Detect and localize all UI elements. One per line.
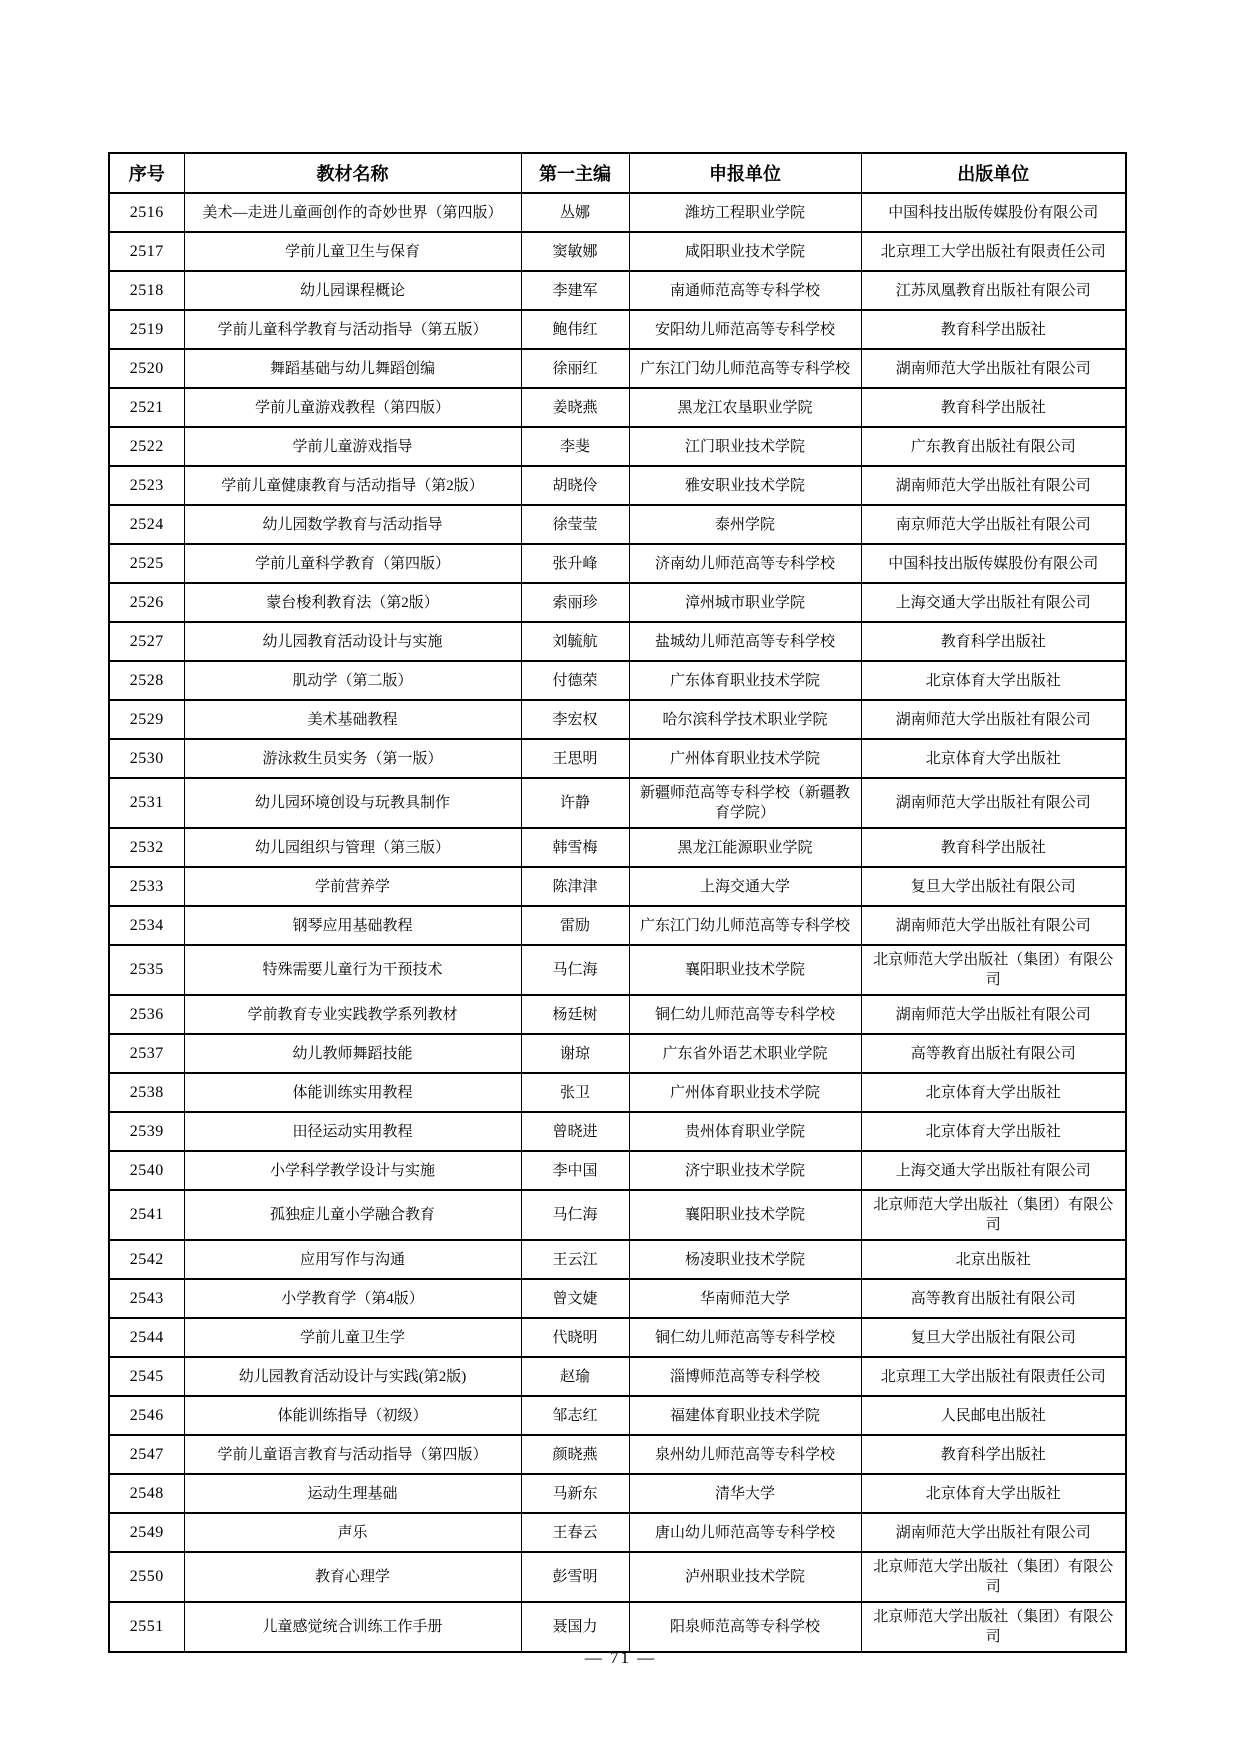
cell-publisher: 高等教育出版社有限公司 [861,1034,1126,1073]
cell-applying-unit: 广东体育职业技术学院 [629,661,861,700]
table-row [109,310,1126,349]
table-row [109,1034,1126,1073]
cell-seq: 2541 [109,1190,184,1240]
cell-chief-editor: 王春云 [521,1513,629,1552]
cell-chief-editor: 彭雪明 [521,1552,629,1602]
cell-chief-editor: 徐莹莹 [521,505,629,544]
cell-chief-editor: 徐丽红 [521,349,629,388]
cell-applying-unit: 上海交通大学 [629,867,861,906]
cell-chief-editor: 马仁海 [521,945,629,995]
cell-applying-unit: 唐山幼儿师范高等专科学校 [629,1513,861,1552]
cell-applying-unit: 泉州幼儿师范高等专科学校 [629,1435,861,1474]
cell-chief-editor: 姜晓燕 [521,388,629,427]
cell-publisher: 北京师范大学出版社（集团）有限公司 [861,945,1126,995]
cell-applying-unit: 南通师范高等专科学校 [629,271,861,310]
cell-publisher: 教育科学出版社 [861,622,1126,661]
cell-textbook-name: 体能训练指导（初级） [184,1396,521,1435]
table-row [109,1318,1126,1357]
table-row [109,661,1126,700]
cell-applying-unit: 安阳幼儿师范高等专科学校 [629,310,861,349]
table-row [109,828,1126,867]
cell-applying-unit: 潍坊工程职业学院 [629,193,861,232]
cell-applying-unit: 清华大学 [629,1474,861,1513]
cell-seq: 2534 [109,906,184,945]
cell-textbook-name: 田径运动实用教程 [184,1112,521,1151]
cell-publisher: 北京师范大学出版社（集团）有限公司 [861,1602,1126,1652]
table-row [109,1240,1126,1279]
textbook-table [108,152,1127,1653]
table-row [109,349,1126,388]
cell-textbook-name: 学前教育专业实践教学系列教材 [184,995,521,1034]
table-row [109,1073,1126,1112]
cell-chief-editor: 曾文婕 [521,1279,629,1318]
cell-applying-unit: 泸州职业技术学院 [629,1552,861,1602]
cell-publisher: 江苏凤凰教育出版社有限公司 [861,271,1126,310]
cell-applying-unit: 漳州城市职业学院 [629,583,861,622]
table-row [109,388,1126,427]
cell-publisher: 教育科学出版社 [861,828,1126,867]
cell-chief-editor: 王云江 [521,1240,629,1279]
cell-publisher: 北京体育大学出版社 [861,739,1126,778]
cell-applying-unit: 铜仁幼儿师范高等专科学校 [629,995,861,1034]
cell-publisher: 湖南师范大学出版社有限公司 [861,700,1126,739]
cell-applying-unit: 铜仁幼儿师范高等专科学校 [629,1318,861,1357]
cell-publisher: 北京体育大学出版社 [861,1112,1126,1151]
cell-chief-editor: 马仁海 [521,1190,629,1240]
cell-publisher: 教育科学出版社 [861,388,1126,427]
cell-publisher: 上海交通大学出版社有限公司 [861,1151,1126,1190]
cell-chief-editor: 杨廷树 [521,995,629,1034]
cell-seq: 2542 [109,1240,184,1279]
cell-chief-editor: 李斐 [521,427,629,466]
cell-publisher: 人民邮电出版社 [861,1396,1126,1435]
cell-applying-unit: 江门职业技术学院 [629,427,861,466]
cell-seq: 2531 [109,778,184,828]
cell-applying-unit: 咸阳职业技术学院 [629,232,861,271]
table-row [109,544,1126,583]
table-row [109,1396,1126,1435]
cell-seq: 2548 [109,1474,184,1513]
table-row [109,1190,1126,1240]
cell-applying-unit: 广东江门幼儿师范高等专科学校 [629,349,861,388]
cell-chief-editor: 索丽珍 [521,583,629,622]
table-row [109,1552,1126,1602]
cell-chief-editor: 代晓明 [521,1318,629,1357]
table-row [109,1474,1126,1513]
cell-textbook-name: 学前儿童健康教育与活动指导（第2版） [184,466,521,505]
cell-chief-editor: 颜晓燕 [521,1435,629,1474]
cell-textbook-name: 学前儿童游戏教程（第四版） [184,388,521,427]
table-row [109,739,1126,778]
cell-publisher: 教育科学出版社 [861,1435,1126,1474]
table-row [109,700,1126,739]
cell-seq: 2525 [109,544,184,583]
cell-publisher: 北京体育大学出版社 [861,661,1126,700]
cell-textbook-name: 幼儿园课程概论 [184,271,521,310]
cell-seq: 2536 [109,995,184,1034]
cell-seq: 2545 [109,1357,184,1396]
cell-publisher: 南京师范大学出版社有限公司 [861,505,1126,544]
cell-seq: 2550 [109,1552,184,1602]
cell-seq: 2547 [109,1435,184,1474]
table-row [109,906,1126,945]
cell-publisher: 湖南师范大学出版社有限公司 [861,995,1126,1034]
cell-applying-unit: 广州体育职业技术学院 [629,739,861,778]
cell-textbook-name: 声乐 [184,1513,521,1552]
cell-chief-editor: 陈津津 [521,867,629,906]
cell-chief-editor: 赵瑜 [521,1357,629,1396]
cell-textbook-name: 蒙台梭利教育法（第2版） [184,583,521,622]
cell-textbook-name: 学前儿童卫生与保育 [184,232,521,271]
cell-seq: 2520 [109,349,184,388]
table-row [109,1357,1126,1396]
cell-seq: 2535 [109,945,184,995]
cell-seq: 2516 [109,193,184,232]
table-row [109,193,1126,232]
cell-textbook-name: 学前儿童语言教育与活动指导（第四版） [184,1435,521,1474]
cell-applying-unit: 雅安职业技术学院 [629,466,861,505]
cell-seq: 2549 [109,1513,184,1552]
cell-textbook-name: 舞蹈基础与幼儿舞蹈创编 [184,349,521,388]
cell-publisher: 北京理工大学出版社有限责任公司 [861,232,1126,271]
cell-publisher: 北京师范大学出版社（集团）有限公司 [861,1190,1126,1240]
cell-textbook-name: 幼儿园环境创设与玩教具制作 [184,778,521,828]
cell-applying-unit: 泰州学院 [629,505,861,544]
cell-chief-editor: 邹志红 [521,1396,629,1435]
cell-seq: 2533 [109,867,184,906]
table-row [109,1151,1126,1190]
header-seq: 序号 [109,153,184,193]
cell-applying-unit: 哈尔滨科学技术职业学院 [629,700,861,739]
cell-chief-editor: 李宏权 [521,700,629,739]
cell-applying-unit: 广东省外语艺术职业学院 [629,1034,861,1073]
cell-seq: 2539 [109,1112,184,1151]
cell-chief-editor: 王思明 [521,739,629,778]
cell-seq: 2551 [109,1602,184,1652]
cell-textbook-name: 幼儿园教育活动设计与实践(第2版) [184,1357,521,1396]
cell-applying-unit: 襄阳职业技术学院 [629,945,861,995]
cell-publisher: 湖南师范大学出版社有限公司 [861,778,1126,828]
cell-chief-editor: 许静 [521,778,629,828]
cell-seq: 2522 [109,427,184,466]
cell-applying-unit: 广州体育职业技术学院 [629,1073,861,1112]
cell-chief-editor: 张升峰 [521,544,629,583]
cell-applying-unit: 杨凌职业技术学院 [629,1240,861,1279]
cell-chief-editor: 胡晓伶 [521,466,629,505]
table-row [109,271,1126,310]
cell-textbook-name: 美术—走进儿童画创作的奇妙世界（第四版） [184,193,521,232]
cell-seq: 2528 [109,661,184,700]
cell-chief-editor: 丛娜 [521,193,629,232]
cell-publisher: 北京师范大学出版社（集团）有限公司 [861,1552,1126,1602]
cell-publisher: 北京理工大学出版社有限责任公司 [861,1357,1126,1396]
table-row [109,622,1126,661]
page-number: — 71 — [584,1648,657,1667]
cell-applying-unit: 济宁职业技术学院 [629,1151,861,1190]
cell-chief-editor: 马新东 [521,1474,629,1513]
cell-textbook-name: 学前儿童卫生学 [184,1318,521,1357]
cell-chief-editor: 聂国力 [521,1602,629,1652]
cell-applying-unit: 襄阳职业技术学院 [629,1190,861,1240]
cell-seq: 2527 [109,622,184,661]
cell-textbook-name: 美术基础教程 [184,700,521,739]
cell-textbook-name: 特殊需要儿童行为干预技术 [184,945,521,995]
table-row [109,995,1126,1034]
cell-textbook-name: 学前儿童科学教育（第四版） [184,544,521,583]
cell-applying-unit: 黑龙江农垦职业学院 [629,388,861,427]
cell-textbook-name: 儿童感觉统合训练工作手册 [184,1602,521,1652]
header-publisher: 出版单位 [861,153,1126,193]
cell-seq: 2538 [109,1073,184,1112]
cell-chief-editor: 窦敏娜 [521,232,629,271]
cell-publisher: 湖南师范大学出版社有限公司 [861,466,1126,505]
cell-textbook-name: 学前营养学 [184,867,521,906]
cell-chief-editor: 谢琼 [521,1034,629,1073]
cell-publisher: 上海交通大学出版社有限公司 [861,583,1126,622]
cell-publisher: 中国科技出版传媒股份有限公司 [861,544,1126,583]
table-row [109,583,1126,622]
cell-chief-editor: 张卫 [521,1073,629,1112]
cell-chief-editor: 李建军 [521,271,629,310]
table-row [109,778,1126,828]
cell-chief-editor: 付德荣 [521,661,629,700]
cell-applying-unit: 济南幼儿师范高等专科学校 [629,544,861,583]
cell-textbook-name: 幼儿教师舞蹈技能 [184,1034,521,1073]
cell-applying-unit: 黑龙江能源职业学院 [629,828,861,867]
cell-chief-editor: 李中国 [521,1151,629,1190]
cell-textbook-name: 教育心理学 [184,1552,521,1602]
cell-seq: 2530 [109,739,184,778]
table-row [109,945,1126,995]
cell-publisher: 中国科技出版传媒股份有限公司 [861,193,1126,232]
cell-publisher: 复旦大学出版社有限公司 [861,867,1126,906]
cell-applying-unit: 淄博师范高等专科学校 [629,1357,861,1396]
cell-applying-unit: 广东江门幼儿师范高等专科学校 [629,906,861,945]
cell-seq: 2526 [109,583,184,622]
table-header-row [109,153,1126,193]
header-textbook-name: 教材名称 [184,153,521,193]
cell-applying-unit: 阳泉师范高等专科学校 [629,1602,861,1652]
cell-textbook-name: 运动生理基础 [184,1474,521,1513]
cell-chief-editor: 鲍伟红 [521,310,629,349]
cell-textbook-name: 幼儿园组织与管理（第三版） [184,828,521,867]
cell-textbook-name: 应用写作与沟通 [184,1240,521,1279]
cell-seq: 2521 [109,388,184,427]
table-row [109,867,1126,906]
cell-applying-unit: 华南师范大学 [629,1279,861,1318]
table-row [109,1435,1126,1474]
cell-seq: 2523 [109,466,184,505]
cell-chief-editor: 曾晓进 [521,1112,629,1151]
table-row [109,232,1126,271]
cell-publisher: 湖南师范大学出版社有限公司 [861,1513,1126,1552]
table-row [109,466,1126,505]
cell-publisher: 湖南师范大学出版社有限公司 [861,349,1126,388]
cell-textbook-name: 幼儿园教育活动设计与实施 [184,622,521,661]
cell-textbook-name: 孤独症儿童小学融合教育 [184,1190,521,1240]
cell-seq: 2524 [109,505,184,544]
cell-textbook-name: 幼儿园数学教育与活动指导 [184,505,521,544]
cell-seq: 2529 [109,700,184,739]
cell-seq: 2543 [109,1279,184,1318]
cell-applying-unit: 福建体育职业技术学院 [629,1396,861,1435]
cell-seq: 2537 [109,1034,184,1073]
cell-seq: 2544 [109,1318,184,1357]
cell-textbook-name: 钢琴应用基础教程 [184,906,521,945]
table-row [109,1279,1126,1318]
cell-textbook-name: 学前儿童游戏指导 [184,427,521,466]
cell-publisher: 复旦大学出版社有限公司 [861,1318,1126,1357]
cell-textbook-name: 小学教育学（第4版） [184,1279,521,1318]
cell-seq: 2532 [109,828,184,867]
cell-seq: 2540 [109,1151,184,1190]
header-chief-editor: 第一主编 [521,153,629,193]
cell-seq: 2546 [109,1396,184,1435]
table-row [109,505,1126,544]
cell-publisher: 北京出版社 [861,1240,1126,1279]
cell-seq: 2518 [109,271,184,310]
cell-chief-editor: 雷励 [521,906,629,945]
cell-applying-unit: 新疆师范高等专科学校（新疆教育学院） [629,778,861,828]
cell-publisher: 广东教育出版社有限公司 [861,427,1126,466]
cell-textbook-name: 肌动学（第二版） [184,661,521,700]
cell-textbook-name: 小学科学教学设计与实施 [184,1151,521,1190]
cell-textbook-name: 体能训练实用教程 [184,1073,521,1112]
cell-publisher: 教育科学出版社 [861,310,1126,349]
cell-applying-unit: 盐城幼儿师范高等专科学校 [629,622,861,661]
cell-publisher: 北京体育大学出版社 [861,1474,1126,1513]
header-applying-unit: 申报单位 [629,153,861,193]
table-row [109,427,1126,466]
table-row [109,1112,1126,1151]
cell-publisher: 湖南师范大学出版社有限公司 [861,906,1126,945]
cell-textbook-name: 游泳救生员实务（第一版） [184,739,521,778]
cell-chief-editor: 刘毓航 [521,622,629,661]
cell-seq: 2517 [109,232,184,271]
cell-seq: 2519 [109,310,184,349]
table-row [109,1513,1126,1552]
cell-chief-editor: 韩雪梅 [521,828,629,867]
table-row [109,1602,1126,1652]
cell-publisher: 北京体育大学出版社 [861,1073,1126,1112]
cell-textbook-name: 学前儿童科学教育与活动指导（第五版） [184,310,521,349]
cell-applying-unit: 贵州体育职业学院 [629,1112,861,1151]
cell-publisher: 高等教育出版社有限公司 [861,1279,1126,1318]
